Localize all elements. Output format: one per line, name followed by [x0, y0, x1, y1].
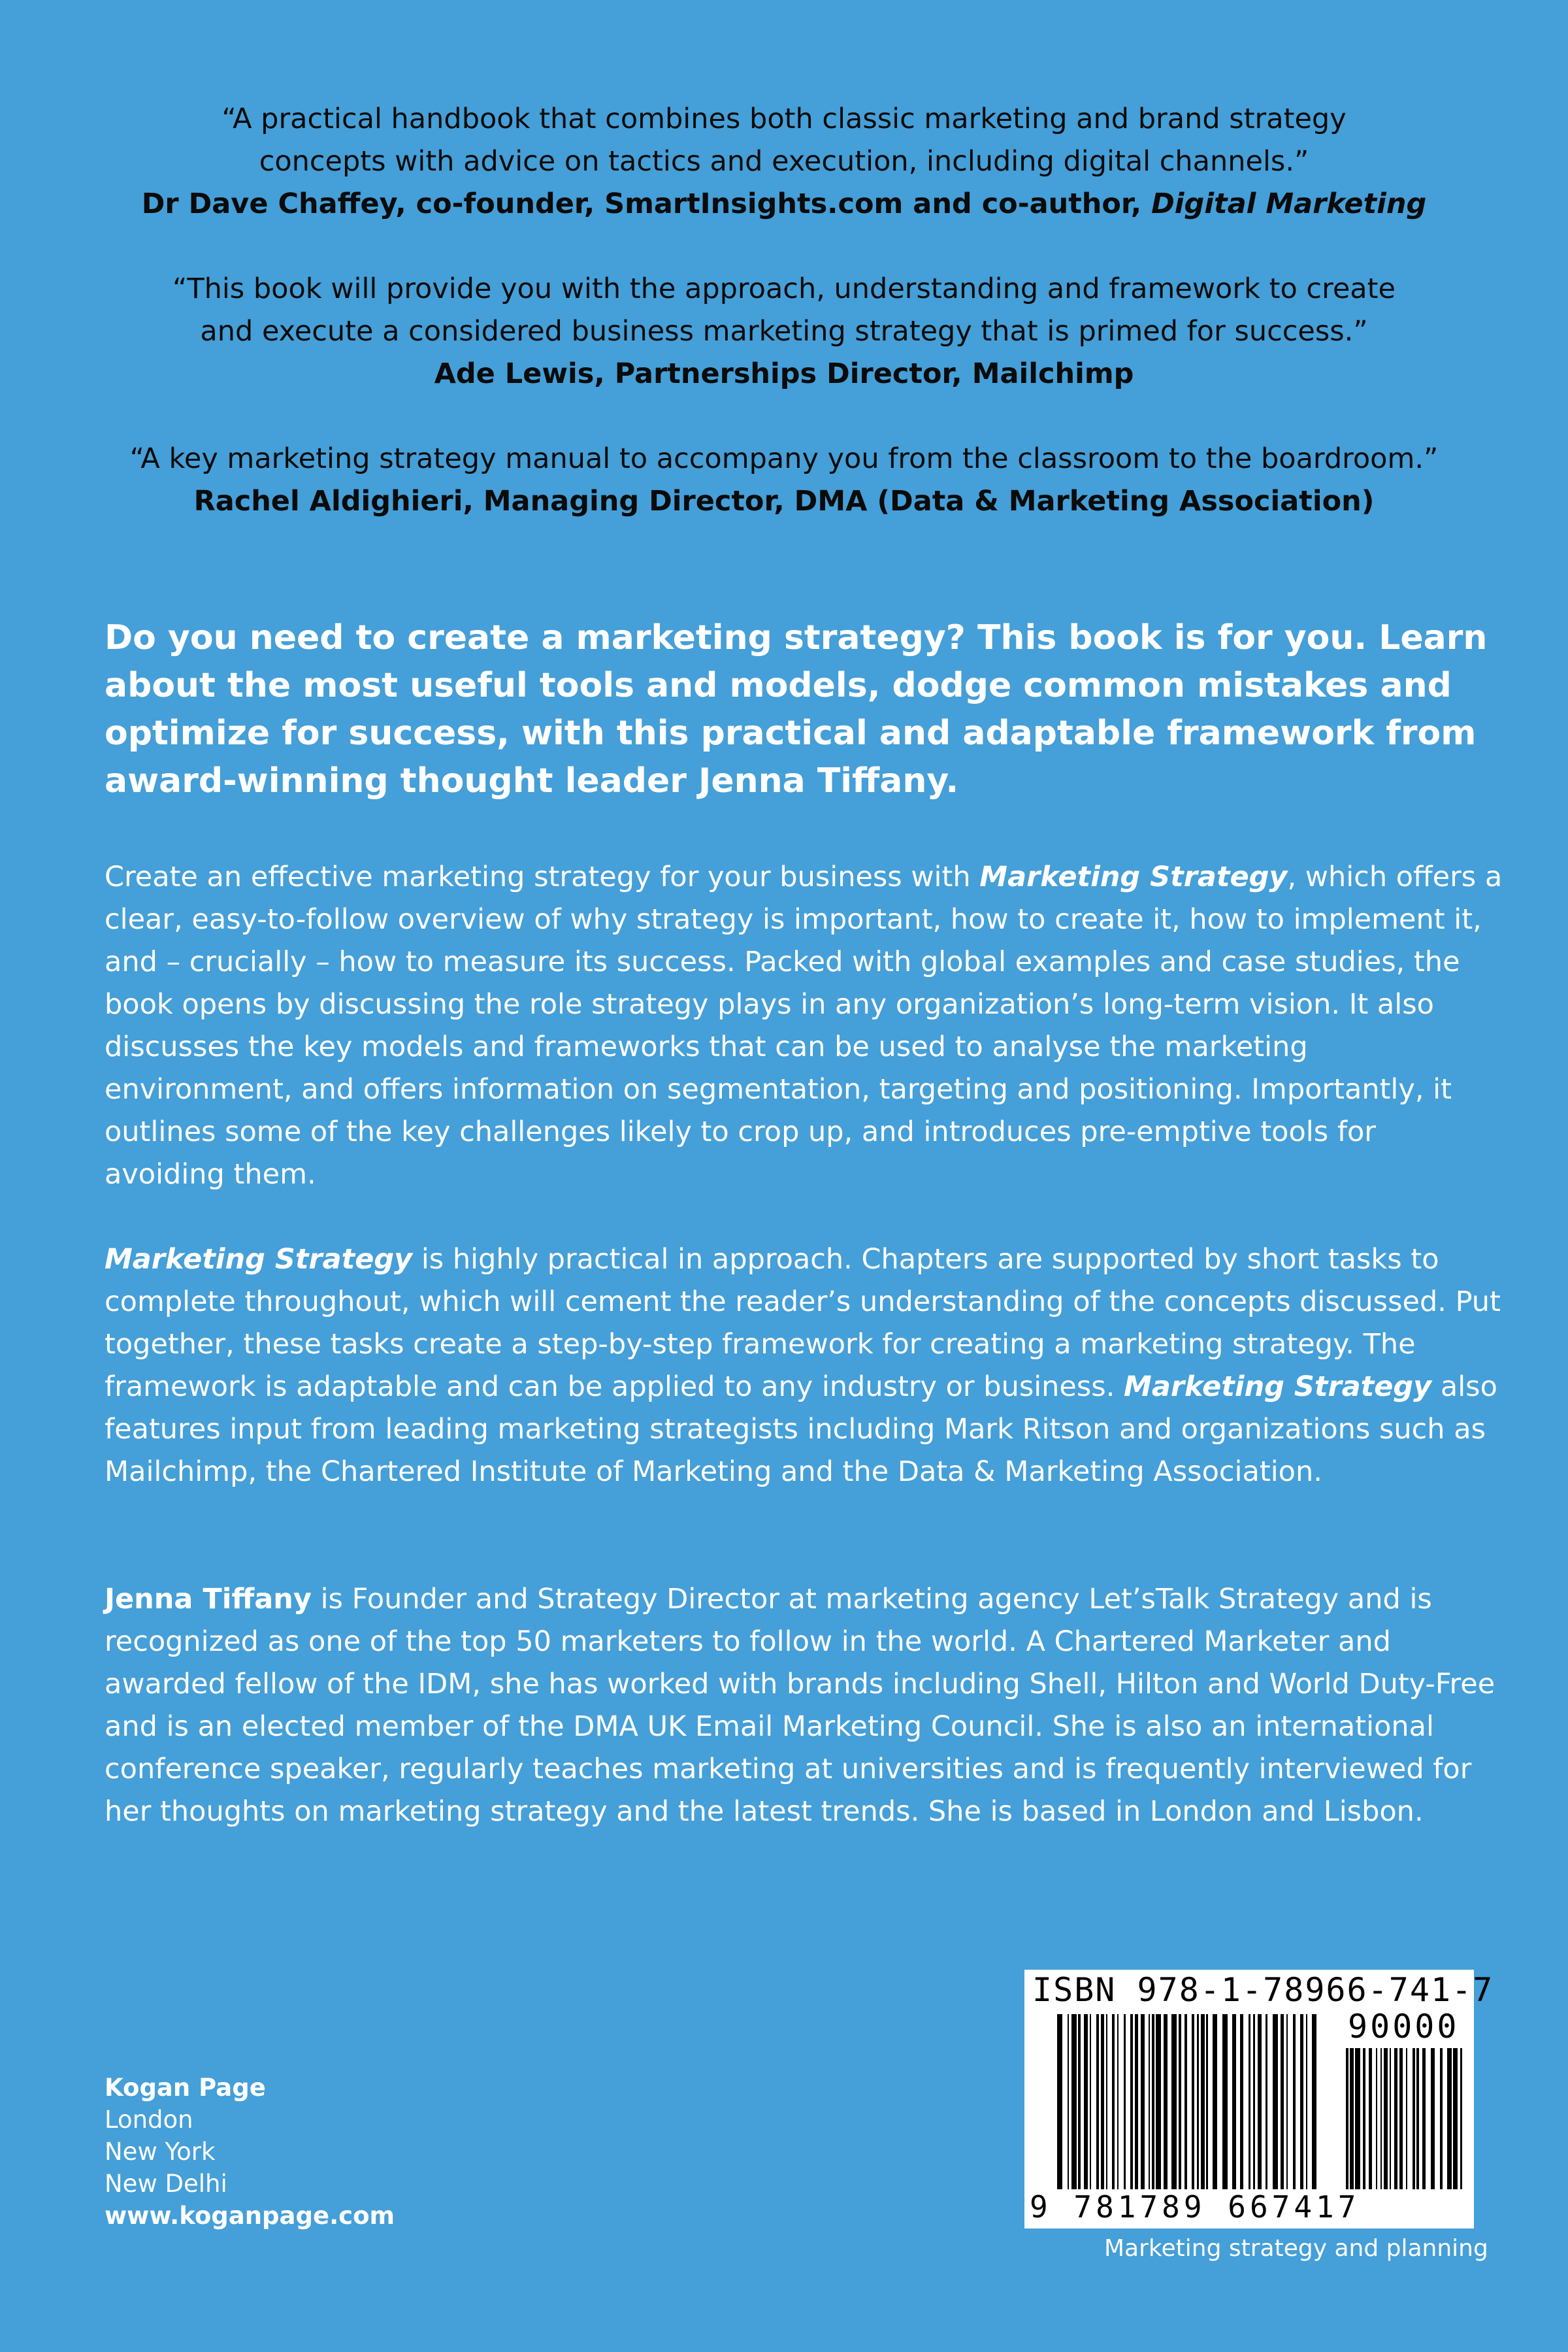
endorsement-quote: “A key marketing strategy manual to accompany you from the classroom to the boardroom.”	[129, 442, 1439, 475]
publisher-website: www.koganpage.com	[105, 2202, 395, 2230]
paragraph-text: is highly practical in approach. Chapters are supported by short tasks to complete throughout, which will cement the reader’s understanding of the concepts discussed. Put together, these tasks create a step-by-step framework for creating a marketing strategy. The framework is adaptable and can be applied to any industry or business.	[105, 1243, 1501, 1403]
barcode-bars-icon	[1057, 2014, 1318, 2189]
attribution-text: Dr Dave Chaffey, co-founder, SmartInsights.com and co-author,	[141, 188, 1152, 220]
price-code: 90000	[1348, 2008, 1460, 2046]
publisher-name: Kogan Page	[105, 2074, 266, 2102]
publisher-city: New Delhi	[105, 2170, 227, 2198]
description-paragraph-2	[105, 1238, 1503, 1493]
author-bio	[105, 1578, 1503, 1833]
endorsement-quote: “This book will provide you with the approach, understanding and framework to create	[172, 273, 1396, 305]
subject-category: Marketing strategy and planning	[1104, 2235, 1488, 2262]
endorsement-lewis	[78, 268, 1490, 395]
endorsement-aldighieri	[78, 438, 1490, 523]
lead-paragraph: Do you need to create a marketing strategy? This book is for you. Learn about the most useful tools and models, dodge common mistakes and optimize for success, with this practical and adaptable framework from award-winning thought leader Jenna Tiffany.	[105, 618, 1488, 801]
publisher-city: London	[105, 2106, 193, 2134]
endorsement-chaffey	[78, 98, 1490, 225]
author-name: Jenna Tiffany	[105, 1583, 312, 1615]
endorsement-attribution	[78, 183, 1490, 225]
endorsement-quote: “A practical handbook that combines both classic marketing and brand strategy	[221, 103, 1347, 135]
publisher-city: New York	[105, 2138, 216, 2166]
bio-text: is Founder and Strategy Director at marketing agency Let’sTalk Strategy and is recognized as one of the top 50 marketers to follow in the world. A Chartered Marketer and awarded fellow of the IDM, she has worked with brands including Shell, Hilton and World Duty-Free and is an elected member of the DMA UK Email Marketing Council. She is also an international conference speaker, regularly teaches marketing at universities and is frequently interviewed for her thoughts on marketing strategy and the latest trends. She is based in London and Lisbon.	[105, 1583, 1495, 1828]
attribution-book-title: Digital Marketing	[1151, 188, 1427, 220]
endorsements	[78, 98, 1490, 523]
book-title: Marketing Strategy	[979, 861, 1288, 893]
paragraph-text: also features input from leading marketing strategists including Mark Ritson and organizations such as Mailchimp, the Chartered Institute of Marketing and the Data & Marketing Association.	[105, 1370, 1497, 1488]
isbn-number: ISBN 978-1-78966-741-7	[1032, 1971, 1494, 2009]
book-title: Marketing Strategy	[105, 1243, 413, 1276]
endorsement-attribution: Rachel Aldighieri, Managing Director, DMA (Data & Marketing Association)	[193, 485, 1375, 518]
book-title: Marketing Strategy	[1124, 1370, 1432, 1403]
endorsement-quote: concepts with advice on tactics and execution, including digital channels.”	[259, 145, 1309, 178]
paragraph-text: , which offers a clear, easy-to-follow overview of why strategy is important, how to create it, how to implement it, and – crucially – how to measure its success. Packed with global examples and case studies, the book opens by discussing the role strategy plays in any organization’s long-term vision. It also discusses the key models and frameworks that can be used to analyse the marketing environment, and offers information on segmentation, targeting and positioning. Importantly, it outlines some of the key challenges likely to crop up, and introduces pre-emptive tools for avoiding them.	[105, 861, 1503, 1191]
isbn-barcode	[1024, 1970, 1494, 2228]
paragraph-text: Create an effective marketing strategy for your business with	[105, 861, 980, 893]
barcode-addon-bars-icon	[1346, 2048, 1467, 2189]
endorsement-attribution: Ade Lewis, Partnerships Director, Mailchimp	[434, 357, 1134, 390]
endorsement-quote: and execute a considered business marketing strategy that is primed for success.”	[200, 315, 1368, 348]
publisher-info	[105, 2072, 395, 2232]
description-paragraph-1	[105, 856, 1503, 1196]
ean-digits: 9 781789 667417	[1030, 2189, 1360, 2225]
